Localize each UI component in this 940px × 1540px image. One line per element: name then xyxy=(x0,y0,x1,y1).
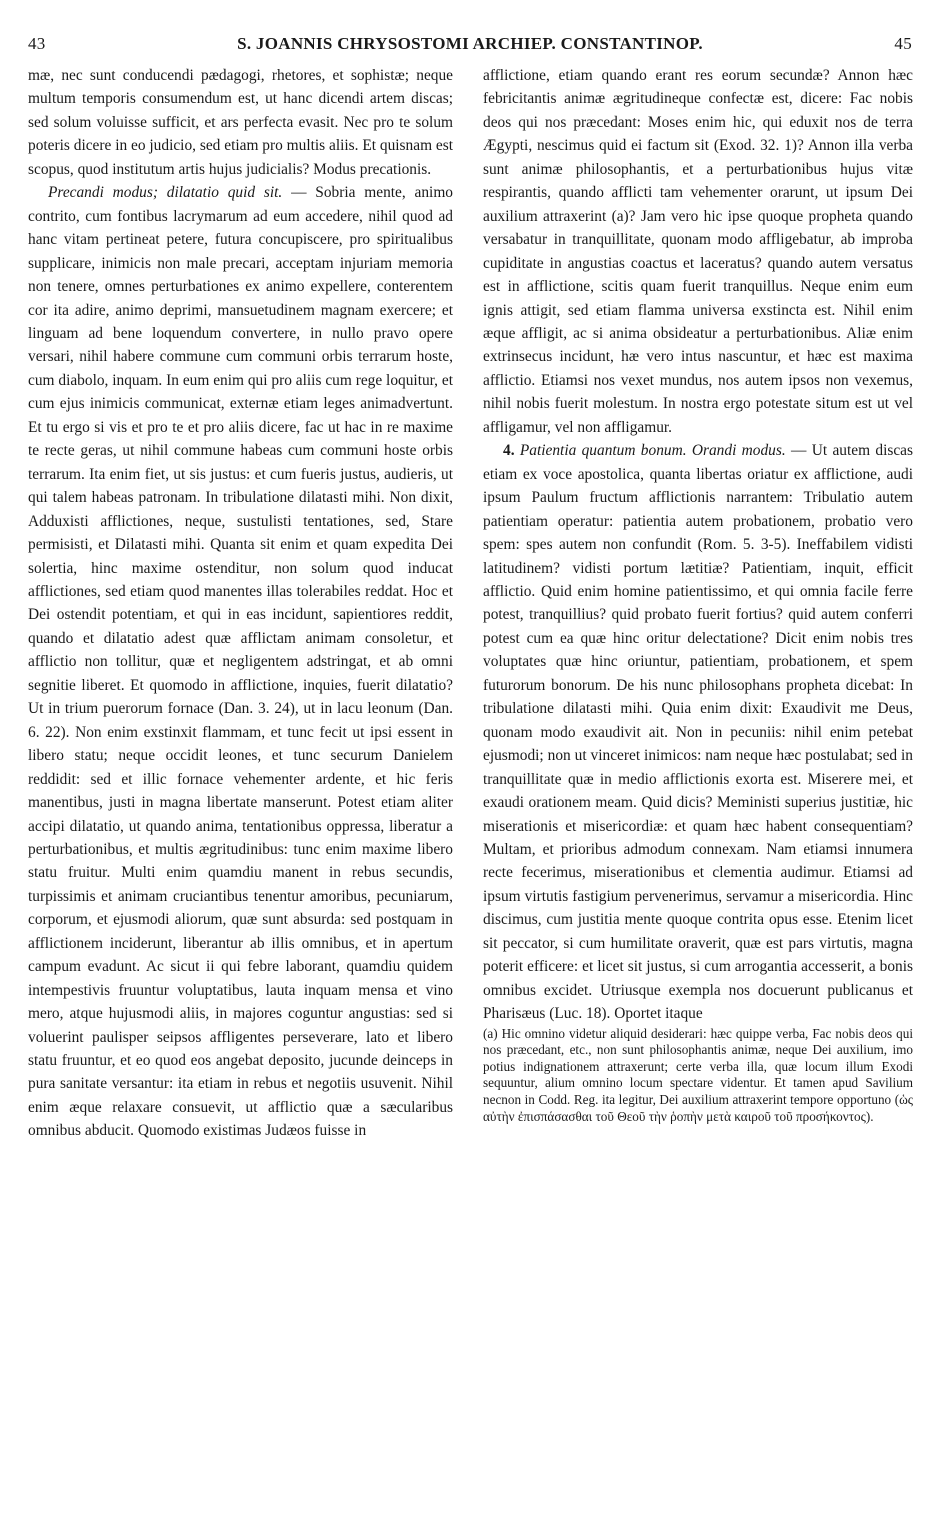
page-number-left: 43 xyxy=(28,34,46,53)
left-column xyxy=(28,64,453,1143)
section-heading: Precandi modus; dilatatio quid sit. xyxy=(48,184,283,202)
paragraph-text: — Ut autem discas etiam ex voce apostolica, quanta libertas oriatur ex afflictione, audi ipsum Paulum fructum afflictionis narrantem: Tribulatio autem patientiam operatur: patientia autem probationem, probatio vero spem: spes autem non confundit (Rom. 5. 3-5). Ineffabilem vidisti latitudinem? vidisti portum lætitiæ? Patientiam, inquit, efficit afflictio. Quid enim homine patientissimo, et qui omnia facile ferre potest, tranquillius? quid probato fuerit fortius? quid autem conferri potest cum ea quæ hinc oritur delectatione? Dicit enim nobis tres voluptates quæ hinc oriuntur, patientiam, probationem, et spem futurorum bonorum. De his nunc philosophans propheta dicebat: In tribulatione dilatasti mihi. Quia enim dixit: Exaudivit me Deus, quonam modo exaudivit ait. Non in pecuniis: nihil enim petebat ejusmodi; non ut vinceret inimicos: nam neque hæc postulabat; sed in tranquillitate quæ in medio afflictionis exorta est. Miserere mei, et exaudi orationem meam. Quid dicis? Meministi superius justitiæ, hic miserationis et misericordiæ: et quam hæc habent consequentiam? Multam, et prioribus admodum connexam. Nam etiamsi innumera recte fecerimus, miserationibus et clementia audimur. Etiamsi ad ipsum virtutis fastigium pervenerimus, servamur a misericordia. Hinc discimus, cum justitia mente quoque contrita opus esse. Etenim licet sit peccator, si cum humilitate oraverit, quæ est pars virtutis, magna poterit efficere: et licet sit justus, si cum arrogantia accesserit, a bonis omnibus excidet. Utriusque exempla nos docuerunt publicanus et Pharisæus (Luc. 18). Oportet itaque xyxy=(483,442,913,1023)
footnote: (a) Hic omnino videtur aliquid desiderari: hæc quippe verba, Fac nobis deos qui nos præcedant, etc., non sunt philosophantis animæ, neque Dei auxilium, imo potius indignationem attraxerunt; certe verba illa, quæ locum illum Exodi sequuntur, alium omnino locum spectare videntur. Et tamen apud Savilium necnon in Codd. Reg. ita legitur, Dei auxilium attraxerint tempore opportuno (ὡς αὐτὴν ἐπισπάσασθαι τοῦ Θεοῦ τὴν ῥοπὴν μετὰ καιροῦ τοῦ προσήκοντος). xyxy=(483,1025,913,1124)
paragraph xyxy=(28,181,453,1143)
page-number-right: 45 xyxy=(894,34,912,53)
section-heading: Patientia quantum bonum. Orandi modus. xyxy=(514,442,786,460)
section-number: 4. xyxy=(503,442,515,460)
paragraph xyxy=(483,439,913,1025)
paragraph-text: — Sobria mente, animo contrito, cum fontibus lacrymarum ad eum accedere, nihil quod ad hanc vitam pertineat petere, futura concupiscere, pro spiritualibus supplicare, inimicis non male precari, acceptam injuriam memoria non tenere, omnes perturbationes ex animo expellere, conterentem cor ita adire, animo deprimi, mansuetudinem magnam exercere; et linguam ad bene loquendum convertere, in nullo pravo opere versari, nihil habere commune cum communi orbis terrarum hoste, cum diabolo, inquam. In eum enim qui pro aliis cum rege loquitur, et cum ejus inimicis communicat, externæ etiam leges animadvertunt. Et tu ergo si vis et pro te et pro aliis dicere, fac ut hac in re maxime te recte geras, ut nihil commune habeas cum communi hoste orbis terrarum. Ita enim fiet, ut sis justus: et cum fueris justus, audieris, ut qui talem habeas patronam. In tribulatione dilatasti mihi. Non dixit, Adduxisti afflictiones, neque, sustulisti tentationes, sed, Stare permisisti, et Dilatasti mihi. Quanta sit enim et quam expedita Dei solertia, hinc maxime ostenditur, non solum quod inducat afflictiones, sed etiam quod manentes illas tolerabiles reddat. Hoc et Dei ostendit potentiam, et qui in eas incidunt, sapientiores reddit, quando et dilatatio adest quæ afflictam animam consoletur, et afflictio non tollitur, quæ et negligentem adstringat, et ab omni segnitie liberet. Et quomodo in afflictione, inquies, fuerit dilatatio? Ut in trium puerorum fornace (Dan. 3. 24), ut in lacu leonum (Dan. 6. 22). Non enim exstinxit flammam, et tunc fecit ut ipsi essent in libero statu; neque occidit leones, et tunc securum Danielem reddidit: sed et illic fornace vehementer ardente, et hic feris manentibus, justi in magna libertate manserunt. Potest etiam aliter accipi dilatatio, ut quando anima, tentationibus oppressa, liberatur a perturbationibus, et multis ægritudinibus: tunc enim maxime libero statu fruitur. Multi enim quamdiu manent in rebus secundis, turpissimis et animam cruciantibus tenentur amoribus, pecuniarum, corporum, et ejusmodi aliorum, quæ sunt absurda: sed postquam in afflictionem inciderunt, liberantur ab illis omnibus, et in apertum campum evadunt. Ac sicut ii qui febre laborant, quamdiu quidem intempestivis fruuntur voluptatibus, lauta inquam mensa et vino mero, atque hujusmodi aliis, in majores coguntur angustias: sed si voluerint paulisper seipsos affligentes perseverare, lato et libero statu fruuntur, et eo quod eos angebat deposito, jucunde deinceps in pura sanitate versantur: ita etiam in rebus et negotiis usuvenit. Nihil enim æque relaxare consuevit, ut afflictio quæ a sæcularibus omnibus abducit. Quomodo existimas Judæos fuisse in xyxy=(28,184,454,1140)
paragraph: mæ, nec sunt conducendi pædagogi, rhetores, et sophistæ; neque multum temporis consumendum est, ut hanc dicendi artem discas; sed solum voluisse sufficit, et ars perfecta evasit. Nec pro te solum poteris dicere in eo judicio, sed etiam pro multis aliis. Et quisnam est scopus, quod institutum artis hujus judicialis? Modus precationis. xyxy=(28,67,453,178)
running-header xyxy=(28,30,912,58)
running-title: S. JOANNIS CHRYSOSTOMI ARCHIEP. CONSTANTINOP. xyxy=(237,34,703,53)
paragraph: afflictione, etiam quando erant res eorum secundæ? Annon hæc febricitantis animæ ægritudineque confectæ est, dicere: Fac nobis deos qui nos præcedant: Moses enim hic, qui eduxit nos de terra Ægypti, nescimus quid ei factum sit (Exod. 32. 1)? Annon illa verba sunt animæ philosophantis, et a perturbationibus hujus vitæ respirantis, quando afflicti tam vehementer orarunt, ut ipsum Dei auxilium attraxerint (a)? Jam vero hic ipse quoque propheta quando versabatur in tranquillitate, quonam modo affligebatur, ab improba cupiditate in angustias coactus et laceratus? quando autem versatus est in afflictione, scitis quam fuerit tranquillus. Neque enim eum ignis attigit, sed etiam flamma universa exstincta est. Nihil enim æque affligit, ac si anima obsideatur a perturbationibus. Aliæ enim extrinsecus incidunt, hæ vero intus nascuntur, et hæc est maxima afflictio. Etiamsi nos vexet mundus, nos autem ipsos non vexemus, nihil nobis fuerit molestum. In nostra ergo potestate situm est ut vel affligamur, vel non affligamur. xyxy=(483,67,913,436)
right-column xyxy=(483,64,913,1125)
